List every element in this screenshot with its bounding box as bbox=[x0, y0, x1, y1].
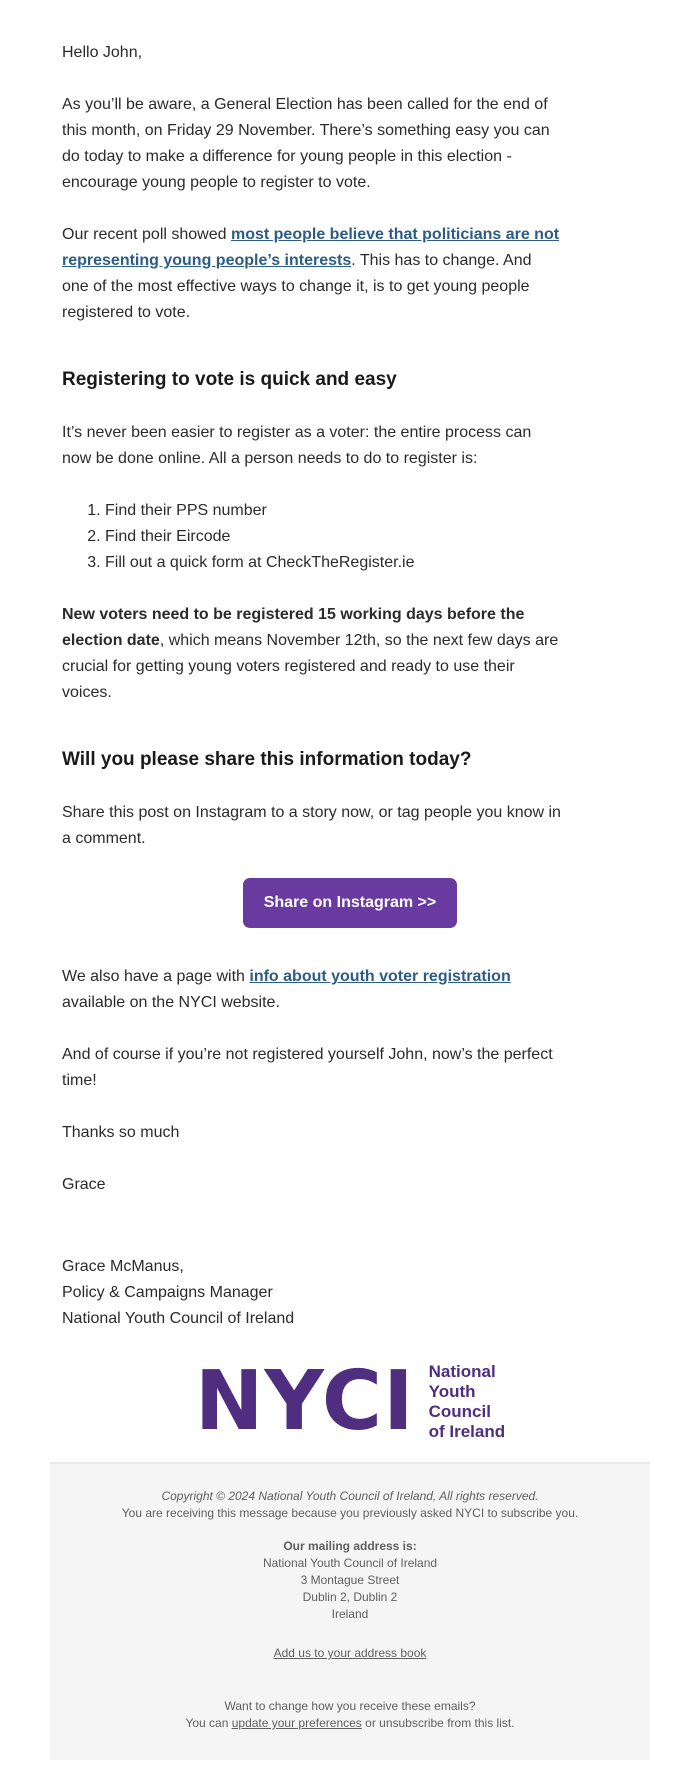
address-line: National Youth Council of Ireland bbox=[262, 1556, 438, 1570]
page-info-pre: We also have a page with bbox=[62, 968, 250, 985]
signature-name: Grace McManus, bbox=[62, 1258, 184, 1275]
nyci-logo bbox=[50, 1354, 650, 1449]
update-preferences-link[interactable]: update your preferences bbox=[231, 1716, 362, 1730]
voter-registration-info-link[interactable]: info about youth voter registration bbox=[249, 968, 511, 985]
paragraph-share: Share this post on Instagram to a story now, or tag people you know in a comment. bbox=[62, 804, 561, 847]
address-book-row bbox=[100, 1645, 600, 1662]
logo-tagline-line: Youth bbox=[428, 1382, 476, 1401]
signature-block bbox=[62, 1254, 562, 1332]
preferences-pre: You can bbox=[185, 1716, 232, 1730]
paragraph-intro: As you’ll be aware, a General Election has been called for the end of this month, on Friday 29 November. There’s something easy you can do today to make a difference for young people in this election - encourage young people to register to vote. bbox=[62, 96, 550, 191]
paragraph-poll-pre: Our recent poll showed bbox=[62, 226, 231, 243]
button-row bbox=[50, 878, 650, 928]
address-line: Ireland bbox=[331, 1607, 369, 1621]
heading-registering: Registering to vote is quick and easy bbox=[62, 369, 397, 390]
deadline-bold-text: New voters need to be registered 15 working days before the election date bbox=[62, 606, 525, 649]
copyright-text: Copyright © 2024 National Youth Council of Ireland, All rights reserved. bbox=[161, 1489, 539, 1503]
list-item-eircode: 2. Find their Eircode bbox=[105, 524, 562, 550]
email-body-lower bbox=[62, 964, 562, 1332]
subscription-note: You are receiving this message because you previously asked NYCI to subscribe you. bbox=[121, 1506, 579, 1520]
mailing-address-block bbox=[100, 1538, 600, 1623]
preferences-note bbox=[100, 1715, 600, 1732]
poll-results-link[interactable]: most people believe that politicians are not representing young people’s interests bbox=[62, 226, 560, 269]
paragraph-register-self: And of course if you’re not registered yourself John, now’s the perfect time! bbox=[62, 1046, 553, 1089]
preferences-post: or unsubscribe from this list. bbox=[361, 1716, 515, 1730]
add-address-book-link[interactable]: Add us to your address book bbox=[273, 1646, 427, 1660]
email-footer bbox=[50, 1462, 650, 1760]
paragraph-page-info bbox=[62, 964, 562, 1016]
change-emails-question: Want to change how you receive these emails? bbox=[224, 1699, 476, 1713]
greeting: Hello John, bbox=[62, 44, 143, 61]
paragraph-sign-off: Grace bbox=[62, 1176, 106, 1193]
preferences-block bbox=[100, 1698, 600, 1732]
email-body-upper bbox=[62, 0, 562, 852]
mailing-address-label: Our mailing address is: bbox=[283, 1539, 417, 1553]
signature-role: Policy & Campaigns Manager bbox=[62, 1284, 273, 1301]
paragraph-thanks: Thanks so much bbox=[62, 1124, 180, 1141]
logo-tagline-line: National bbox=[428, 1362, 496, 1381]
paragraph-poll bbox=[62, 222, 562, 326]
logo-tagline-line: of Ireland bbox=[428, 1422, 506, 1441]
logo-tagline-line: Council bbox=[428, 1402, 491, 1421]
paragraph-easier: It’s never been easier to register as a voter: the entire process can now be done online. All a person needs to do to register is: bbox=[62, 424, 532, 467]
share-instagram-button[interactable]: Share on Instagram >> bbox=[243, 878, 458, 928]
list-item-pps: 1. Find their PPS number bbox=[105, 498, 562, 524]
email-container bbox=[50, 0, 650, 1760]
register-steps-list bbox=[62, 498, 562, 576]
paragraph-poll-post: . This has to change. And one of the most effective ways to change it, is to get young people registered to vote. bbox=[62, 252, 532, 321]
list-item-form: 3. Fill out a quick form at CheckTheRegister.ie bbox=[105, 550, 562, 576]
address-line: Dublin 2, Dublin 2 bbox=[302, 1590, 398, 1604]
paragraph-deadline bbox=[62, 602, 562, 706]
heading-share: Will you please share this information today? bbox=[62, 749, 472, 770]
page-info-post: available on the NYCI website. bbox=[62, 994, 280, 1011]
nyci-logo-wordmark: NYCI bbox=[194, 1354, 415, 1449]
signature-org: National Youth Council of Ireland bbox=[62, 1310, 295, 1327]
nyci-logo-tagline bbox=[429, 1362, 506, 1442]
address-line: 3 Montague Street bbox=[300, 1573, 400, 1587]
footer-legal bbox=[100, 1488, 600, 1522]
deadline-rest-text: , which means November 12th, so the next few days are crucial for getting young voters registered and ready to use their voices. bbox=[62, 632, 559, 701]
